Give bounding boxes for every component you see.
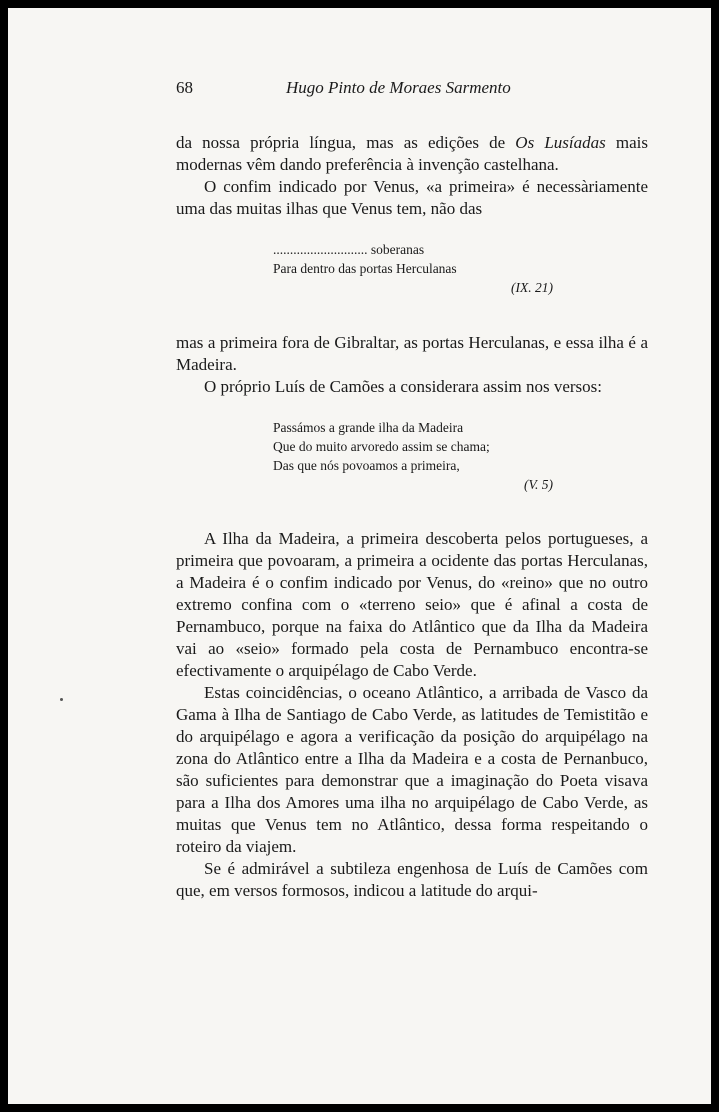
verse-line: Para dentro das portas Herculanas [273,261,457,276]
paragraph: Se é admirável a subtileza engenhosa de Luís de Camões com que, em versos formosos, indicou a latitude do arqui- [176,859,648,900]
verse-reference: (V. 5) [524,477,553,492]
scan-speck [60,698,63,701]
paragraph: O confim indicado por Venus, «a primeira» é necessàriamente uma das muitas ilhas que Venus tem, não das [176,177,648,218]
book-page [8,8,711,1104]
verse-line: Das que nós povoamos a primeira, [273,458,460,473]
page-header [176,78,646,108]
paragraph-text: mais modernas vêm dando preferência à invenção castelhana. [176,133,648,174]
verse-quote-1 [273,240,553,297]
book-title: Os Lusíadas [515,133,606,152]
paragraph: A Ilha da Madeira, a primeira descoberta pelos portugueses, a primeira que povoaram, a primeira a ocidente das portas Herculanas, a Madeira é o confim indicado por Venus, do «reino» que no outro extremo confina com o «terreno seio» que é afinal a costa de Pernambuco, porque na faixa do Atlântico que da Ilha da Madeira vai ao «seio» formado pela costa de Pernambuco encontra-se efectivamente o arquipélago de Cabo Verde. [176,529,648,680]
page-number: 68 [176,78,193,97]
paragraph [176,132,648,176]
text-block-1 [176,132,648,220]
paragraph: Estas coincidências, o oceano Atlântico, a arribada de Vasco da Gama à Ilha de Santiago de Cabo Verde, as latitudes de Temistitão e do arquipélago e agora a verificação da posição do arquipélago na zona do Atlântico entre a Ilha da Madeira e a costa de Pernanbuco, são suficientes para demonstrar que a imaginação do Poeta visava para a Ilha dos Amores uma ilha no arquipélago de Cabo Verde, as muitas que Venus tem no Atlântico, dessa forma respeitando o roteiro da viajem. [176,683,648,856]
verse-line: Passámos a grande ilha da Madeira [273,420,464,435]
running-title: Hugo Pinto de Moraes Sarmento [286,78,511,97]
text-block-2 [176,332,648,398]
paragraph: mas a primeira fora de Gibraltar, as portas Herculanas, e essa ilha é a Madeira. [176,333,648,374]
paragraph: O próprio Luís de Camões a considerara assim nos versos: [204,377,602,396]
text-block-3 [176,528,648,902]
verse-quote-2 [273,418,553,494]
verse-line: Que do muito arvoredo assim se chama; [273,439,490,454]
verse-line: ............................ soberanas [273,242,425,257]
paragraph-text: da nossa própria língua, mas as edições de [176,133,516,152]
verse-reference: (IX. 21) [511,280,553,295]
